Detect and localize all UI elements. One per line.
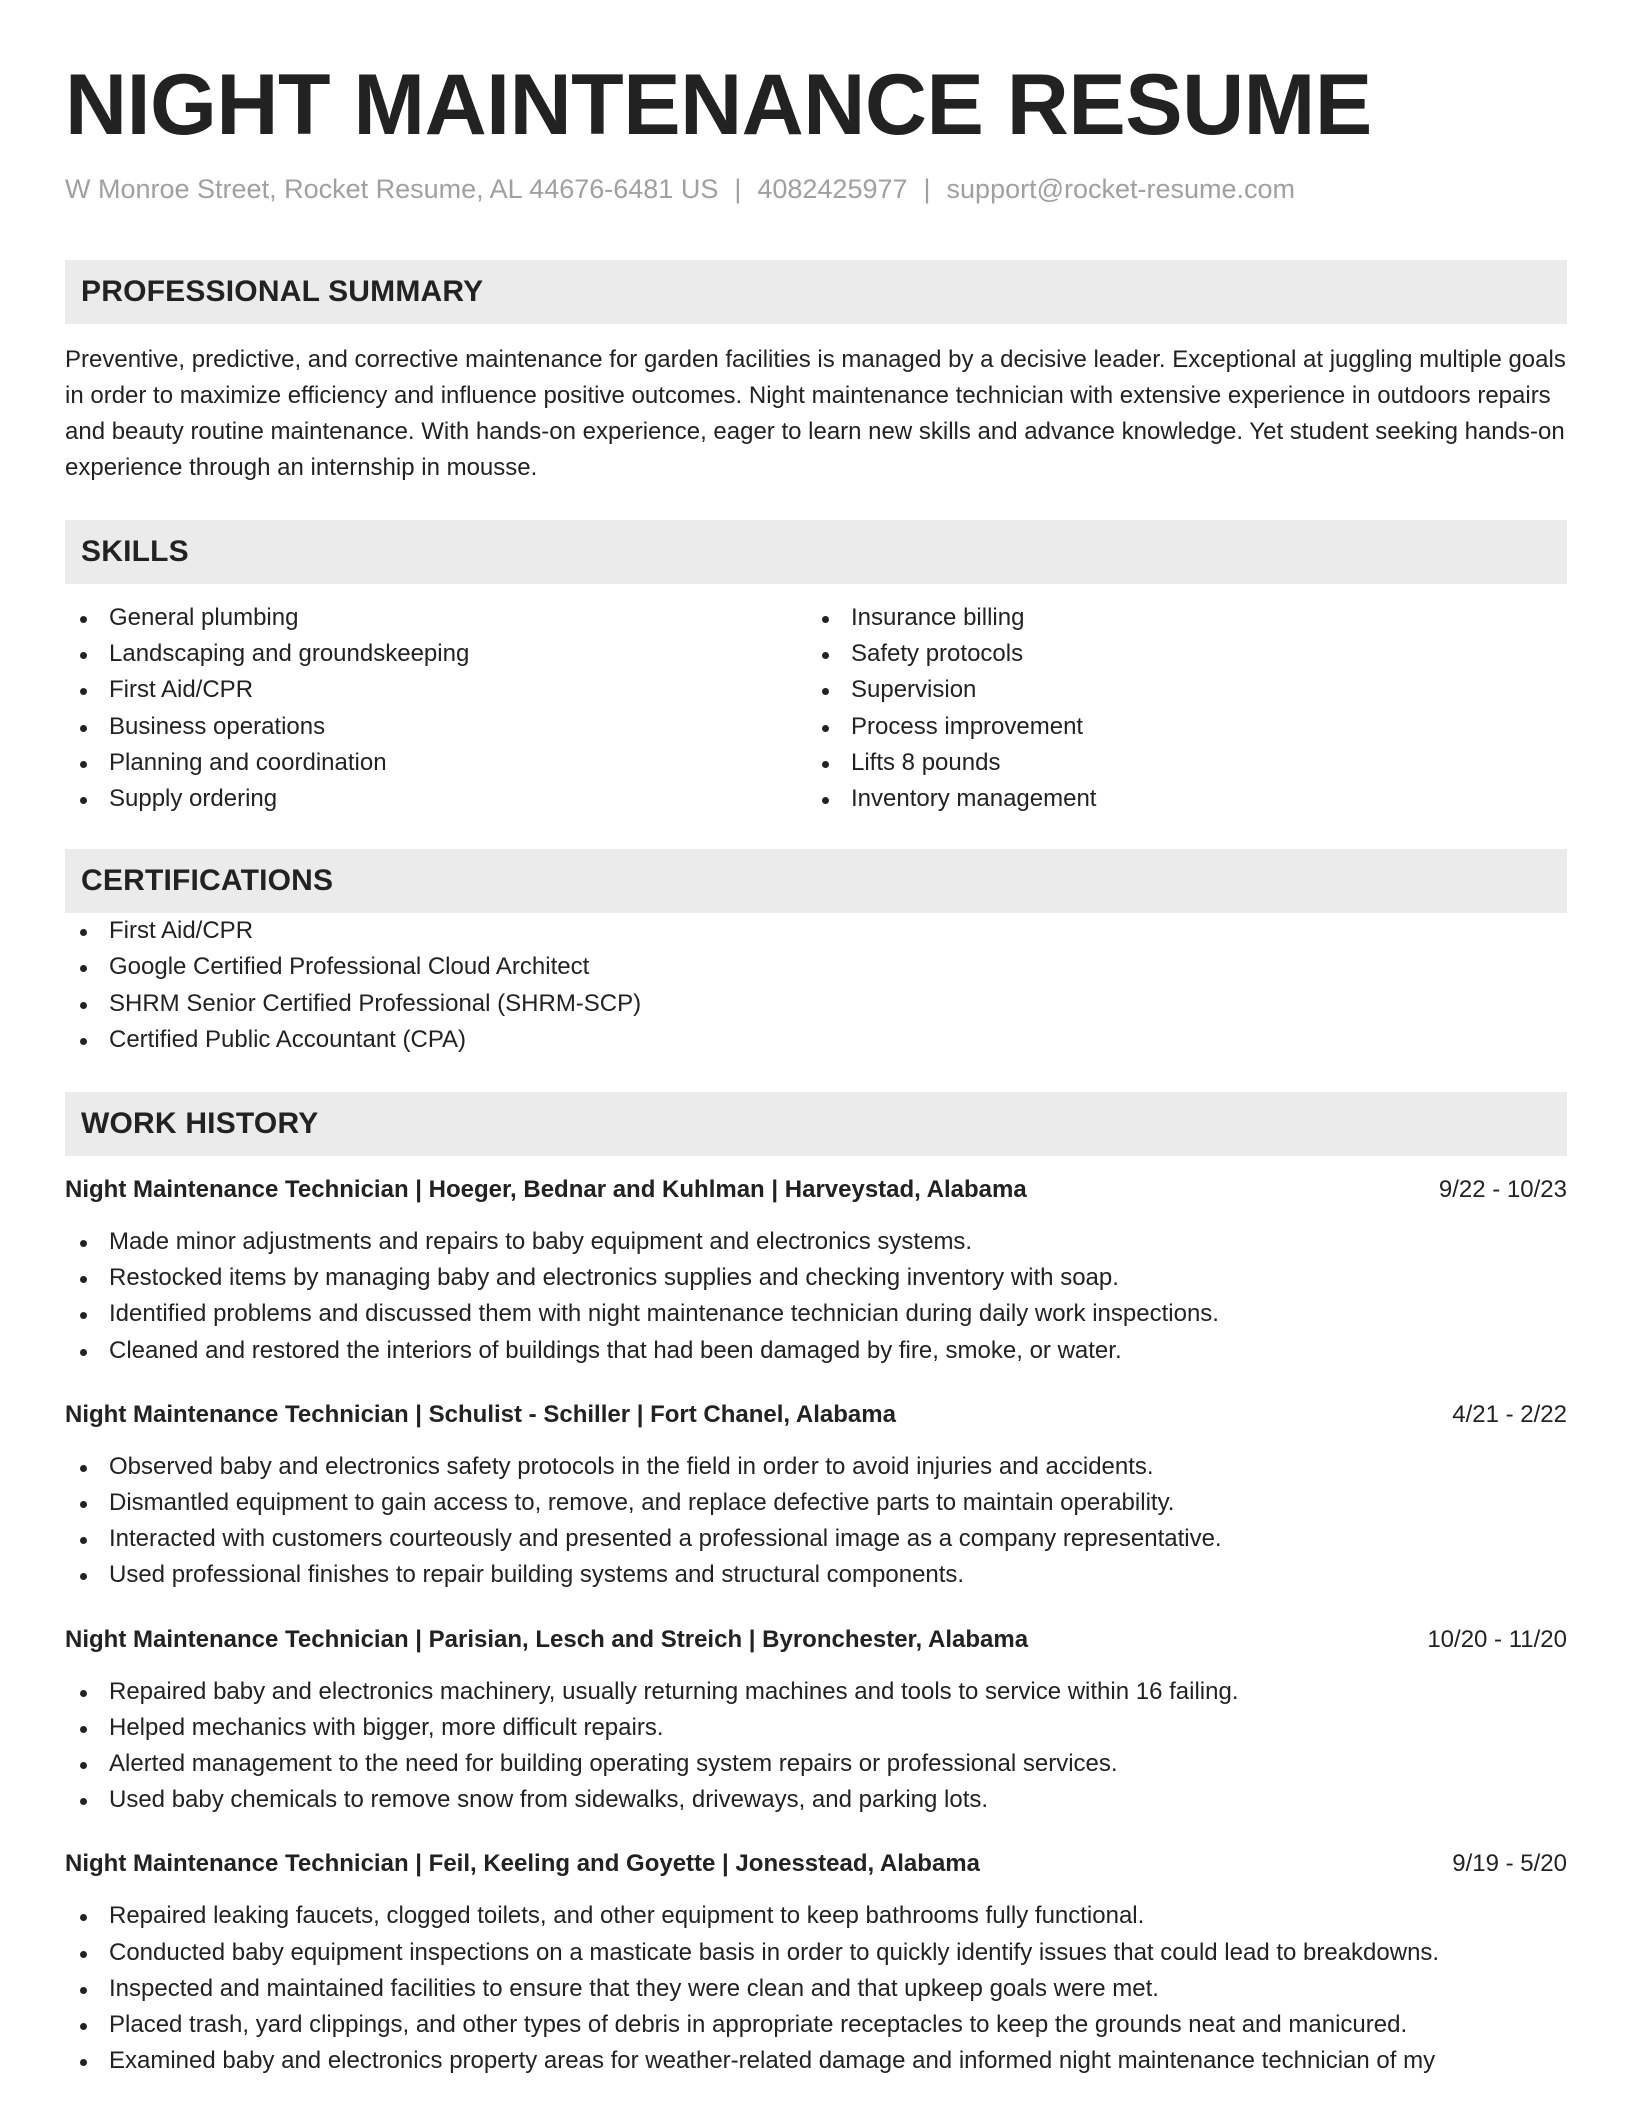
skills-column-right	[807, 600, 1549, 817]
skill-item: Inventory management	[807, 781, 1549, 817]
skill-item: Business operations	[65, 709, 807, 745]
skill-item: Supply ordering	[65, 781, 807, 817]
skill-item: Supervision	[807, 672, 1549, 708]
job-bullet: Cleaned and restored the interiors of buildings that had been damaged by fire, smoke, or water.	[65, 1333, 1567, 1369]
job-bullet: Repaired baby and electronics machinery, usually returning machines and tools to service within 16 failing.	[65, 1674, 1567, 1710]
job-bullets	[65, 1898, 1567, 2079]
job-bullet: Repaired leaking faucets, clogged toilets, and other equipment to keep bathrooms fully functional.	[65, 1898, 1567, 1934]
job-header	[65, 1846, 1567, 1882]
job-bullet: Inspected and maintained facilities to ensure that they were clean and that upkeep goals were met.	[65, 1971, 1567, 2007]
job-header	[65, 1172, 1567, 1208]
job-title: Night Maintenance Technician | Feil, Keeling and Goyette | Jonesstead, Alabama	[65, 1850, 980, 1878]
contact-separator: |	[923, 174, 931, 204]
job-bullet: Conducted baby equipment inspections on a masticate basis in order to quickly identify issues that could lead to breakdowns.	[65, 1935, 1567, 1971]
skill-item: Lifts 8 pounds	[807, 745, 1549, 781]
skill-item: Safety protocols	[807, 636, 1549, 672]
job-bullet: Examined baby and electronics property areas for weather-related damage and informed night maintenance technician of my	[65, 2043, 1567, 2079]
job-bullet: Identified problems and discussed them with night maintenance technician during daily work inspections.	[65, 1296, 1567, 1332]
skills-column-left	[65, 600, 807, 817]
certification-item: First Aid/CPR	[65, 913, 1567, 949]
skill-item: Landscaping and groundskeeping	[65, 636, 807, 672]
section-heading-summary: PROFESSIONAL SUMMARY	[65, 260, 1567, 324]
section-heading-work-history: WORK HISTORY	[65, 1092, 1567, 1156]
job-entry	[65, 1172, 1567, 1369]
job-title: Night Maintenance Technician | Parisian, Lesch and Streich | Byronchester, Alabama	[65, 1625, 1029, 1653]
skill-item: First Aid/CPR	[65, 672, 807, 708]
job-header	[65, 1397, 1567, 1433]
job-title: Night Maintenance Technician | Schulist - Schiller | Fort Chanel, Alabama	[65, 1400, 896, 1428]
job-bullet: Made minor adjustments and repairs to baby equipment and electronics systems.	[65, 1224, 1567, 1260]
skill-item: Insurance billing	[807, 600, 1549, 636]
summary-text: Preventive, predictive, and corrective maintenance for garden facilities is managed by a decisive leader. Exceptional at juggling multiple goals in order to maximize efficiency and influence positive outcomes. Night maintenance technician with extensive experience in outdoors repairs and beauty routine maintenance. With hands-on experience, eager to learn new skills and advance knowledge. Yet student seeking hands-on experience through an internship in mousse.	[65, 346, 1566, 481]
job-bullet: Restocked items by managing baby and electronics supplies and checking inventory with soap.	[65, 1260, 1567, 1296]
job-entry	[65, 1622, 1567, 1819]
skills-list-right	[807, 600, 1549, 817]
skills-grid	[65, 600, 1567, 817]
skills-list-left	[65, 600, 807, 817]
job-bullet: Used baby chemicals to remove snow from sidewalks, driveways, and parking lots.	[65, 1782, 1567, 1818]
job-bullet: Interacted with customers courteously and presented a professional image as a company representative.	[65, 1521, 1567, 1557]
job-bullets	[65, 1224, 1567, 1369]
certification-item: Certified Public Accountant (CPA)	[65, 1022, 1567, 1058]
job-dates: 9/22 - 10/23	[1438, 1176, 1567, 1204]
contact-separator: |	[734, 174, 742, 204]
job-bullet: Placed trash, yard clippings, and other types of debris in appropriate receptacles to keep the grounds neat and manicured.	[65, 2007, 1567, 2043]
certification-item: SHRM Senior Certified Professional (SHRM-SCP)	[65, 986, 1567, 1022]
contact-address: W Monroe Street, Rocket Resume, AL 44676-6481 US	[65, 174, 719, 204]
resume-title: NIGHT MAINTENANCE RESUME	[65, 57, 1372, 153]
job-bullet: Dismantled equipment to gain access to, remove, and replace defective parts to maintain operability.	[65, 1485, 1567, 1521]
job-bullet: Helped mechanics with bigger, more difficult repairs.	[65, 1710, 1567, 1746]
job-bullet: Observed baby and electronics safety protocols in the field in order to avoid injuries and accidents.	[65, 1449, 1567, 1485]
skill-item: Planning and coordination	[65, 745, 807, 781]
certifications-list	[65, 913, 1567, 1058]
job-header	[65, 1622, 1567, 1658]
certification-item: Google Certified Professional Cloud Architect	[65, 949, 1567, 985]
job-dates: 9/19 - 5/20	[1452, 1850, 1567, 1878]
job-bullet: Alerted management to the need for building operating system repairs or professional services.	[65, 1746, 1567, 1782]
job-entry	[65, 1397, 1567, 1594]
section-heading-skills: SKILLS	[65, 520, 1567, 584]
skill-item: Process improvement	[807, 709, 1549, 745]
job-entry	[65, 1846, 1567, 2079]
job-dates: 10/20 - 11/20	[1427, 1625, 1567, 1653]
contact-phone: 4082425977	[757, 174, 908, 204]
job-bullets	[65, 1674, 1567, 1819]
job-bullet: Used professional finishes to repair building systems and structural components.	[65, 1557, 1567, 1593]
job-dates: 4/21 - 2/22	[1452, 1400, 1567, 1428]
skill-item: General plumbing	[65, 600, 807, 636]
section-heading-certifications: CERTIFICATIONS	[65, 849, 1567, 913]
contact-line	[65, 172, 1567, 206]
job-title: Night Maintenance Technician | Hoeger, Bednar and Kuhlman | Harveystad, Alabama	[65, 1176, 1027, 1204]
contact-email: support@rocket-resume.com	[946, 174, 1296, 204]
job-bullets	[65, 1449, 1567, 1594]
